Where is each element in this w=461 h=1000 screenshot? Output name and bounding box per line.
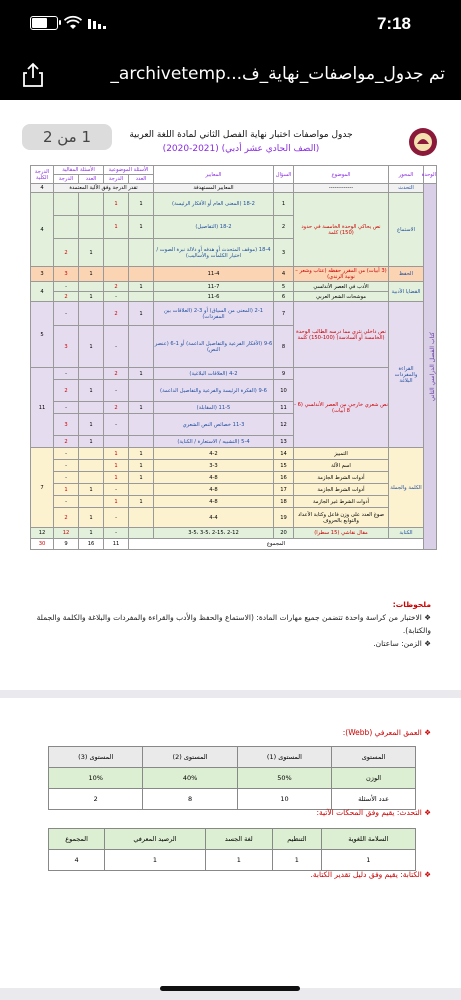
cell: 1 — [273, 850, 322, 871]
cell: 1 — [79, 484, 104, 496]
col-obj-grade: الدرجة — [104, 175, 129, 184]
cell: - — [54, 448, 79, 460]
cell: - — [54, 302, 79, 326]
cell: 1 — [129, 282, 154, 292]
cell: 11 — [274, 402, 294, 414]
cell — [79, 368, 104, 380]
cell: 1 — [274, 193, 294, 216]
cell: 4-8 — [154, 484, 274, 496]
heading-line-1: جدول مواصفات اختبار نهاية الفصل الثاني لمادة اللغة العربية — [129, 130, 353, 140]
cell: 4-2 — [154, 448, 274, 460]
cell — [79, 193, 104, 216]
cell — [79, 282, 104, 292]
cell: الرصيد المعرفي — [105, 829, 206, 850]
heading-line-2: (الصف الحادي عشر أدبي) (2021-2020) — [162, 144, 320, 154]
cell: 1 — [104, 496, 129, 508]
cell — [129, 414, 154, 436]
cell: 4 — [49, 850, 105, 871]
cell: 12 — [274, 414, 294, 436]
reading-total-2: 11 — [31, 368, 54, 448]
cell: 7 — [274, 302, 294, 326]
cell: اسم الآلة — [294, 460, 389, 472]
cell: 20 — [274, 528, 294, 539]
col-obj-count: العدد — [129, 175, 154, 184]
cell — [129, 484, 154, 496]
cell: 1 — [79, 267, 104, 282]
unit-label: كتاب الفصل الدراسي الثاني — [429, 331, 436, 402]
cell: 2 — [104, 302, 129, 326]
cell: 11-6 — [154, 292, 274, 302]
cell: 8 — [274, 326, 294, 368]
ministry-logo-icon — [407, 126, 439, 158]
home-indicator[interactable] — [160, 986, 300, 991]
cell: 12 — [54, 528, 79, 539]
cell: 10 — [274, 380, 294, 402]
writing-axis: الكتابة — [389, 528, 424, 539]
cell — [79, 496, 104, 508]
document-heading — [76, 128, 406, 156]
col-question: السؤال — [274, 166, 294, 184]
cell: - — [54, 460, 79, 472]
col-essay-count: العدد — [79, 175, 104, 184]
listening-total: 4 — [31, 193, 54, 267]
note-2-text: الزمن: ساعتان. — [373, 639, 422, 648]
col-objective-group: الأسئلة الموضوعية — [104, 166, 154, 175]
cell: 11-5 (المقابلة) — [154, 402, 274, 414]
cell: 3-3 — [154, 460, 274, 472]
cell: المستوى — [332, 747, 416, 768]
cell: أدوات الشرط الجازمة — [294, 472, 389, 484]
issues-total: 4 — [31, 282, 54, 302]
speaking-topic: ------------- — [294, 184, 389, 193]
cell: 1 — [129, 472, 154, 484]
cell: 18-2 (المعنى العام أو الأفكار الرئيسة) — [154, 193, 274, 216]
cell: 18-4 (موقف المتحدث أو هدفه أو دلالة نبرة الصوت / اختيار الكلمات والأساليب) — [154, 239, 274, 267]
speaking-criteria-text: التحدث: يقيم وفق المحكات الآتية: — [316, 808, 422, 817]
cell: 11-7 — [154, 282, 274, 292]
cell: 50% — [237, 768, 331, 789]
sum-obj-grade: 16 — [79, 539, 104, 550]
col-topic: الموضوع — [294, 166, 389, 184]
note-item-2: ❖ الزمن: ساعتان. — [373, 639, 431, 648]
col-essay-group: الأسئلة المقالية — [54, 166, 104, 175]
cell: 11-3 خصائص النص الشعري — [154, 414, 274, 436]
cell: 14 — [274, 448, 294, 460]
cell: 1 — [79, 436, 104, 448]
cell: 2 — [54, 436, 79, 448]
cell: - — [104, 380, 129, 402]
cell: المجموع — [49, 829, 105, 850]
speaking-standards: المعايير المستهدفة — [154, 184, 274, 193]
cell: أدوات الشرط غير الجازمة — [294, 496, 389, 508]
cell — [129, 292, 154, 302]
cell: 40% — [143, 768, 237, 789]
cell: موشحات الشعر العربي — [294, 292, 389, 302]
cell: السلامة اللغوية — [321, 829, 415, 850]
cell: لغة الجسد — [205, 829, 272, 850]
cell: 4 — [274, 267, 294, 282]
cell: 1 — [79, 292, 104, 302]
col-total: الدرجة الكلية — [31, 166, 54, 184]
cell: 10 — [237, 789, 331, 810]
cell: 4-4 — [154, 508, 274, 528]
cell: 1 — [79, 528, 104, 539]
cell: صوغ العدد على وزن فاعل وكتابة الأعداد والتوابع بالحروف — [294, 508, 389, 528]
cell: - — [54, 472, 79, 484]
speaking-q — [274, 184, 294, 193]
sum-label: المجموع — [129, 539, 424, 550]
share-icon[interactable] — [20, 62, 46, 88]
cell: 16 — [274, 472, 294, 484]
cell: 1 — [105, 850, 206, 871]
cell: 1 — [104, 193, 129, 216]
reading-total-1: 5 — [31, 302, 54, 368]
writing-note-text: الكتابة: يقيم وفق دليل تقدير الكتابة. — [310, 870, 422, 879]
cell: التمييز — [294, 448, 389, 460]
cell: - — [54, 368, 79, 380]
cell: 2 — [54, 380, 79, 402]
cell: 17 — [274, 484, 294, 496]
cell: 2 — [104, 402, 129, 414]
cell: 4-8 — [154, 496, 274, 508]
speaking-criteria-table — [48, 828, 416, 871]
cell: 3 — [54, 267, 79, 282]
cell — [79, 216, 104, 239]
cell: 1 — [205, 850, 272, 871]
cell: - — [54, 282, 79, 292]
cell: 2 — [54, 508, 79, 528]
memorization-total: 3 — [31, 267, 54, 282]
cell — [129, 326, 154, 368]
cell: - — [104, 292, 129, 302]
cell: 1 — [104, 460, 129, 472]
cell: - — [54, 496, 79, 508]
cell: عدد الأسئلة — [332, 789, 416, 810]
cell: 3 — [54, 326, 79, 368]
cell: 1 — [129, 402, 154, 414]
speaking-criteria-title: ❖ التحدث: يقيم وفق المحكات الآتية: — [316, 808, 431, 817]
cell: الأدب في العصر الأندلسي — [294, 282, 389, 292]
cell: - — [104, 326, 129, 368]
cell: 2-1 (المعنى من السياق) أو 3-2 (العلاقات بين المفردات) — [154, 302, 274, 326]
document-page-2 — [0, 698, 461, 988]
sum-essay-count: 9 — [54, 539, 79, 550]
battery-icon — [30, 16, 58, 30]
cell: 11-4 — [154, 267, 274, 282]
cell: المستوى (2) — [143, 747, 237, 768]
col-standards: المعايير — [154, 166, 274, 184]
cell: 18 — [274, 496, 294, 508]
memorization-axis: الحفظ — [389, 267, 424, 282]
cell — [104, 239, 129, 267]
cell — [54, 193, 79, 216]
cell: 9-6 (الفكرة الرئيسة والفرعية والتفاصيل الداعمة) — [154, 380, 274, 402]
signal-icon — [88, 17, 108, 29]
cell — [129, 267, 154, 282]
cell: 1 — [79, 239, 104, 267]
col-essay-grade: الدرجة — [54, 175, 79, 184]
cell: 8 — [143, 789, 237, 810]
cell: 2 — [49, 789, 143, 810]
cell: 9 — [274, 368, 294, 380]
writing-topic: مقال نقاشي (15 سطرا) — [294, 528, 389, 539]
cell: 3 — [54, 414, 79, 436]
cell: 6 — [274, 292, 294, 302]
cell: 4-8 — [154, 472, 274, 484]
webb-table — [48, 746, 416, 810]
battery-fill — [32, 18, 47, 28]
cell: - — [104, 414, 129, 436]
grammar-axis: الكلمة والجملة — [389, 448, 424, 528]
cell: المستوى (1) — [237, 747, 331, 768]
cell: 15 — [274, 460, 294, 472]
document-title: تم جدول_مواصفات_نهاية_ف...archivetemp_ — [110, 64, 445, 84]
grammar-total: 7 — [31, 448, 54, 528]
note-item-1: ❖ الاختبار من كراسة واحدة تتضمن جميع مهارات المادة: (الاستماع والحفظ والأدب والقراءة والمفردات والبلاغة والكلمة والجملة والكتابة). — [36, 613, 431, 635]
cell: 2 — [274, 216, 294, 239]
cell: المستوى (3) — [49, 747, 143, 768]
cell — [129, 508, 154, 528]
col-unit: الوحدة — [424, 166, 437, 184]
page-indicator: 1 من 2 — [22, 124, 112, 150]
cell: 3 — [274, 239, 294, 267]
cell: 2 — [104, 368, 129, 380]
webb-title: ❖ العمق المعرفي (Webb): — [342, 728, 431, 737]
cell: 1 — [104, 448, 129, 460]
cell: 1 — [129, 460, 154, 472]
cell — [79, 472, 104, 484]
cell: 1 — [129, 448, 154, 460]
memorization-topic: (3 أبيات) من المقرر حفظه (عتاب وشعر – نونية الرندي) — [295, 268, 387, 280]
document-header-bar — [0, 52, 461, 100]
note-1-text: الاختبار من كراسة واحدة تتضمن جميع مهارات المادة: (الاستماع والحفظ والأدب والقراءة والمفردات والبلاغة والكلمة والجملة والكتابة). — [36, 613, 431, 635]
status-bar — [0, 0, 461, 52]
cell: 5-4 (التشبيه / الاستعارة / الكناية) — [154, 436, 274, 448]
cell: 10% — [49, 768, 143, 789]
cell: 13 — [274, 436, 294, 448]
status-icons — [30, 16, 108, 30]
cell: 2-12 ،2-15 ،3-5 ،3-5 — [154, 528, 274, 539]
wifi-icon — [64, 17, 82, 30]
cell: - — [104, 508, 129, 528]
sum-obj-count: 11 — [104, 539, 129, 550]
cell: 1 — [79, 380, 104, 402]
cell: أدوات الشرط الجازمة — [294, 484, 389, 496]
notes-section — [31, 598, 431, 650]
specification-table — [30, 165, 437, 550]
cell — [129, 528, 154, 539]
cell — [79, 448, 104, 460]
col-axis: المحور — [389, 166, 424, 184]
speaking-axis: التحدث — [389, 184, 424, 193]
cell: 1 — [129, 302, 154, 326]
cell: 2 — [54, 292, 79, 302]
status-time: 7:18 — [376, 14, 411, 33]
reading-topic-1: نص داخلي نثري مما درسه الطالب الوحدة (الخامسة أو السادسة) (100-150) كلمة — [294, 302, 389, 368]
cell: 1 — [104, 216, 129, 239]
cell: التنظيم — [273, 829, 322, 850]
cell — [79, 402, 104, 414]
cell: - — [54, 402, 79, 414]
listening-topic: نص يحاكي الوحدة الخامسة في حدود (150) كلمة — [294, 193, 389, 267]
cell: 2 — [54, 239, 79, 267]
cell: 9-6 (الأفكار الفرعية والتفاصيل الداعمة) أو 1-6 (عنصر النص) — [154, 326, 274, 368]
cell: - — [104, 528, 129, 539]
sum-essay-grade: 30 — [31, 539, 54, 550]
cell — [129, 436, 154, 448]
cell — [129, 239, 154, 267]
cell: 1 — [129, 216, 154, 239]
reading-topic-2: نص شعري خارجي من العصر الأندلسي (6 - 8 أبيات) — [294, 368, 389, 448]
cell — [54, 216, 79, 239]
cell — [129, 380, 154, 402]
cell: 19 — [274, 508, 294, 528]
cell: 1 — [104, 472, 129, 484]
cell — [79, 302, 104, 326]
cell: 1 — [79, 414, 104, 436]
cell: 1 — [79, 326, 104, 368]
cell: الوزن — [332, 768, 416, 789]
cell — [104, 436, 129, 448]
cell: 2 — [104, 282, 129, 292]
cell — [79, 460, 104, 472]
cell: 1 — [129, 496, 154, 508]
reading-axis: القراءة والمفردات البلاغة — [389, 302, 424, 448]
listening-axis: الاستماع — [389, 193, 424, 267]
writing-note: ❖ الكتابة: يقيم وفق دليل تقدير الكتابة. — [310, 870, 431, 879]
notes-title: ملحوظات: — [392, 600, 431, 609]
webb-title-text: العمق المعرفي (Webb): — [342, 728, 422, 737]
cell: 5 — [274, 282, 294, 292]
cell: - — [104, 484, 129, 496]
unit-cell — [424, 184, 437, 550]
writing-total: 12 — [31, 528, 54, 539]
cell: 1 — [129, 368, 154, 380]
issues-axis: القضايا الأدبية — [389, 282, 424, 302]
cell: 4-2 (العلاقات البلاغية) — [154, 368, 274, 380]
cell: 1 — [321, 850, 415, 871]
cell: 18-2 (التفاصيل) — [154, 216, 274, 239]
cell — [104, 267, 129, 282]
cell: 1 — [54, 484, 79, 496]
cell: 1 — [129, 193, 154, 216]
speaking-total: 4 — [31, 184, 54, 193]
cell: 1 — [79, 508, 104, 528]
speaking-note: تقدر الدرجة وفق الآلية المعتمدة — [54, 184, 154, 193]
